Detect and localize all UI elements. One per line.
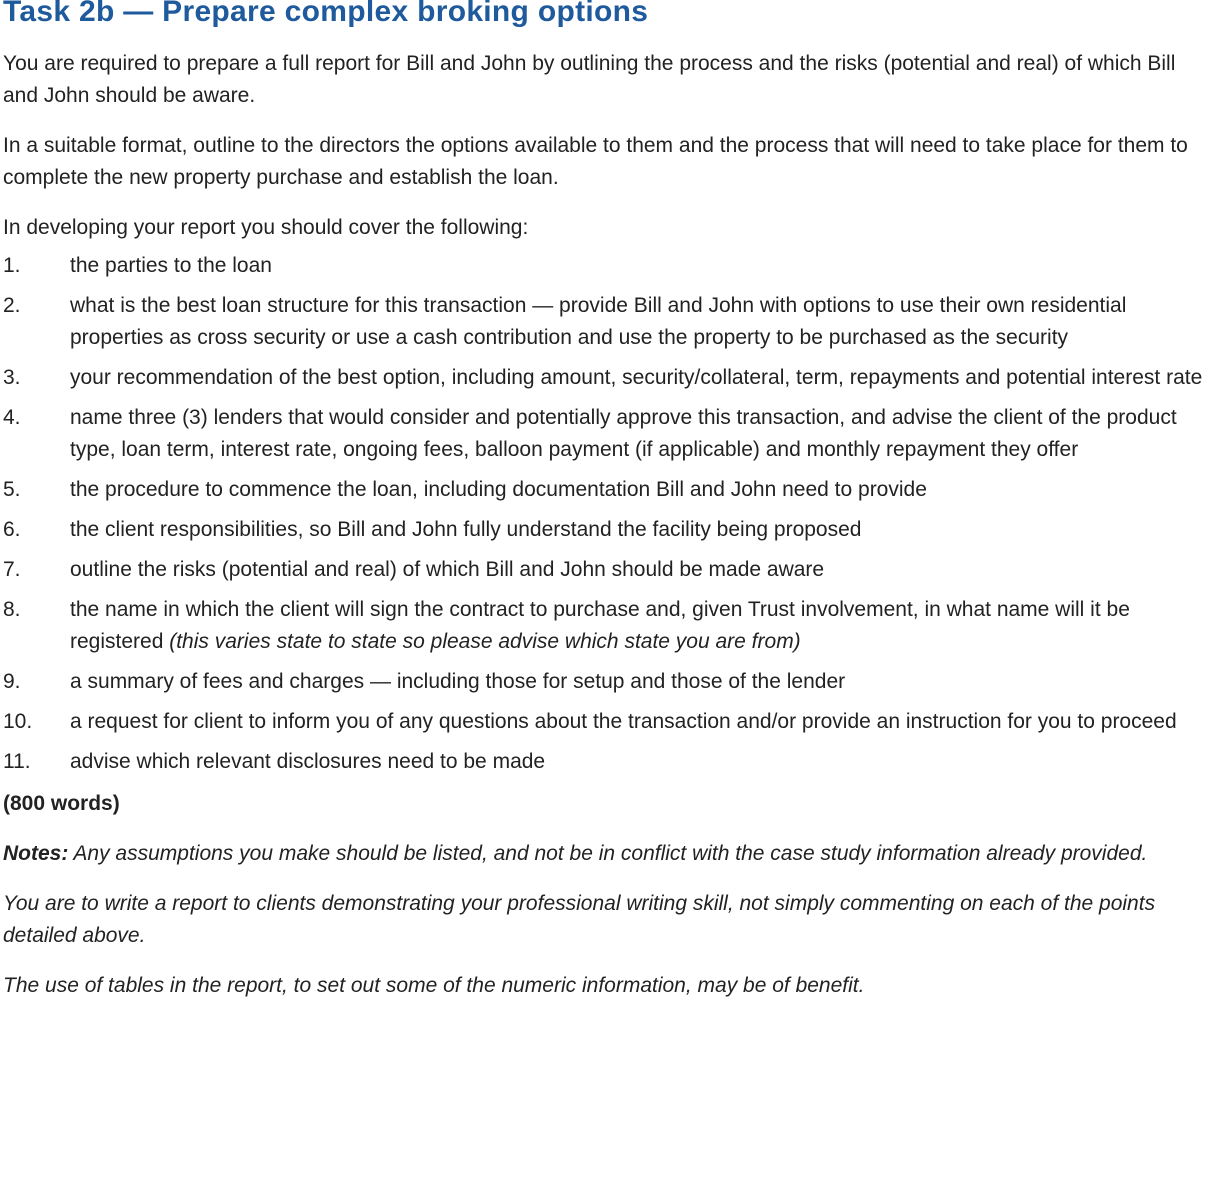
list-item-number: 2. (3, 294, 21, 317)
document-page (3, 0, 1203, 1020)
list-item-text: the procedure to commence the loan, including documentation Bill and John need to provide (70, 478, 927, 501)
state-note: (this varies state to state so please advise which state you are from) (169, 630, 801, 653)
list-item (3, 402, 1203, 466)
list-item-number: 9. (3, 670, 21, 693)
list-item-text: your recommendation of the best option, including amount, security/collateral, term, repayments and potential interest rate (70, 366, 1203, 389)
notes-label: Notes: (3, 842, 69, 865)
list-item-number: 11. (3, 750, 31, 773)
cover-paragraph: In developing your report you should cover the following: (3, 216, 529, 239)
list-item-number: 7. (3, 558, 21, 581)
list-item-number: 5. (3, 478, 21, 501)
list-item-number: 3. (3, 366, 21, 389)
list-item (3, 746, 1203, 778)
word-count: (800 words) (3, 792, 120, 815)
list-item (3, 706, 1203, 738)
report-style-note: You are to write a report to clients demonstrating your professional writing skill, not simply commenting on each of the points detailed above. (3, 892, 1156, 947)
format-paragraph: In a suitable format, outline to the directors the options available to them and the process that will need to take place for them to complete the new property purchase and establish the loan. (3, 134, 1188, 189)
list-item-text: what is the best loan structure for this transaction — provide Bill and John with options to use their own residential properties as cross security or use a cash contribution and use the property to be purchased as the security (70, 294, 1127, 349)
list-item-text: a request for client to inform you of any questions about the transaction and/or provide an instruction for you to proceed (70, 710, 1177, 733)
list-item-text: the name in which the client will sign the contract to purchase and, given Trust involvement, in what name will it be registered (70, 598, 1130, 653)
list-item (3, 474, 1203, 506)
list-item (3, 290, 1203, 354)
list-item-number: 8. (3, 598, 21, 621)
list-item-number: 4. (3, 406, 21, 429)
list-item-text: a summary of fees and charges — including those for setup and those of the lender (70, 670, 846, 693)
requirements-list (3, 250, 1203, 778)
notes-text: Any assumptions you make should be listed, and not be in conflict with the case study information already provided. (68, 842, 1148, 865)
task-title: Task 2b — Prepare complex broking options (3, 0, 649, 28)
list-item-number: 6. (3, 518, 21, 541)
list-item-text: advise which relevant disclosures need to be made (70, 750, 546, 773)
list-item (3, 554, 1203, 586)
list-item-text: the client responsibilities, so Bill and John fully understand the facility being proposed (70, 518, 862, 541)
list-item-text: name three (3) lenders that would consider and potentially approve this transaction, and advise the client of the product type, loan term, interest rate, ongoing fees, balloon payment (if applicable) and monthly repayment they offer (70, 406, 1177, 461)
list-item (3, 666, 1203, 698)
list-item-text: the parties to the loan (70, 254, 272, 277)
list-item-text-wrapper (70, 594, 1203, 658)
list-item (3, 514, 1203, 546)
list-item (3, 594, 1203, 658)
intro-paragraph: You are required to prepare a full report for Bill and John by outlining the process and the risks (potential and real) of which Bill and John should be aware. (3, 52, 1176, 107)
tables-note: The use of tables in the report, to set out some of the numeric information, may be of benefit. (3, 974, 865, 997)
list-item-number: 10. (3, 710, 33, 733)
notes-paragraph (3, 838, 1203, 870)
list-item-text: outline the risks (potential and real) of which Bill and John should be made aware (70, 558, 825, 581)
list-item (3, 250, 1203, 282)
list-item-number: 1. (3, 254, 21, 277)
list-item (3, 362, 1203, 394)
